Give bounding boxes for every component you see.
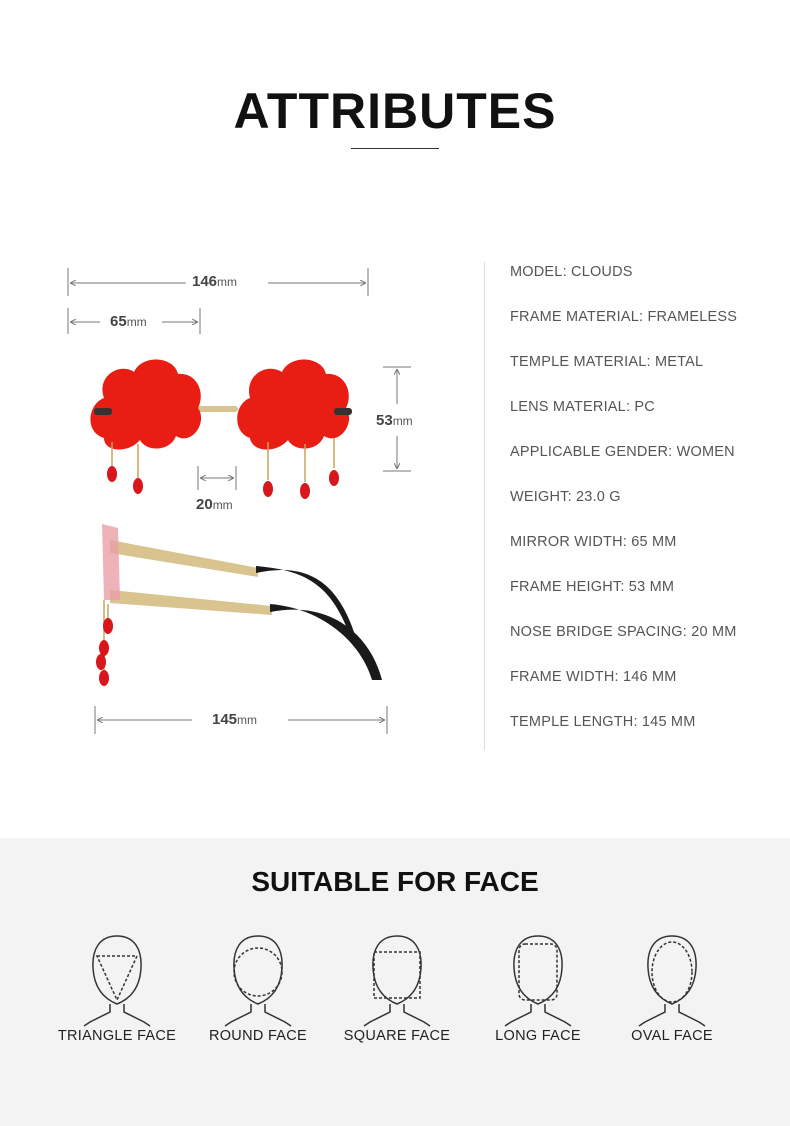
page-title: ATTRIBUTES — [233, 83, 557, 139]
spec-lens-material: LENS MATERIAL: PC — [510, 399, 655, 415]
glasses-diagram — [0, 0, 480, 760]
spec-temple-length: TEMPLE LENGTH: 145 MM — [510, 714, 696, 730]
triangle-face-icon — [82, 930, 152, 1028]
face-label: TRIANGLE FACE — [57, 1028, 177, 1044]
column-divider — [484, 262, 485, 750]
oval-face-icon — [637, 930, 707, 1028]
face-label: LONG FACE — [495, 1028, 581, 1044]
dim-mirror-width: 65mm — [110, 313, 147, 330]
face-item-triangle — [37, 930, 197, 1044]
face-label: OVAL FACE — [631, 1028, 713, 1044]
face-section-title: SUITABLE FOR FACE — [251, 866, 539, 897]
spec-model: MODEL: CLOUDS — [510, 264, 633, 280]
dim-frame-height: 53mm — [376, 412, 413, 429]
spec-weight: WEIGHT: 23.0 G — [510, 489, 621, 505]
dim-bridge: 20mm — [196, 496, 233, 513]
face-item-oval — [592, 930, 752, 1044]
face-label: SQUARE FACE — [343, 1028, 451, 1044]
dim-temple: 145mm — [212, 711, 258, 728]
face-item-square — [317, 930, 477, 1044]
spec-frame-height: FRAME HEIGHT: 53 MM — [510, 579, 675, 595]
spec-frame-width: FRAME WIDTH: 146 MM — [510, 669, 677, 685]
spec-temple-material: TEMPLE MATERIAL: METAL — [510, 354, 704, 370]
spec-bridge: NOSE BRIDGE SPACING: 20 MM — [510, 624, 737, 640]
face-label: ROUND FACE — [208, 1028, 308, 1044]
long-face-icon — [503, 930, 573, 1028]
spec-gender: APPLICABLE GENDER: WOMEN — [510, 444, 735, 460]
dim-frame-width: 146mm — [192, 273, 238, 290]
face-item-round — [178, 930, 338, 1044]
spec-mirror-width: MIRROR WIDTH: 65 MM — [510, 534, 677, 550]
round-face-icon — [223, 930, 293, 1028]
spec-frame-material: FRAME MATERIAL: FRAMELESS — [510, 309, 738, 325]
spec-list — [510, 264, 737, 759]
square-face-icon — [362, 930, 432, 1028]
side-view — [96, 524, 382, 686]
face-section — [0, 838, 790, 1126]
